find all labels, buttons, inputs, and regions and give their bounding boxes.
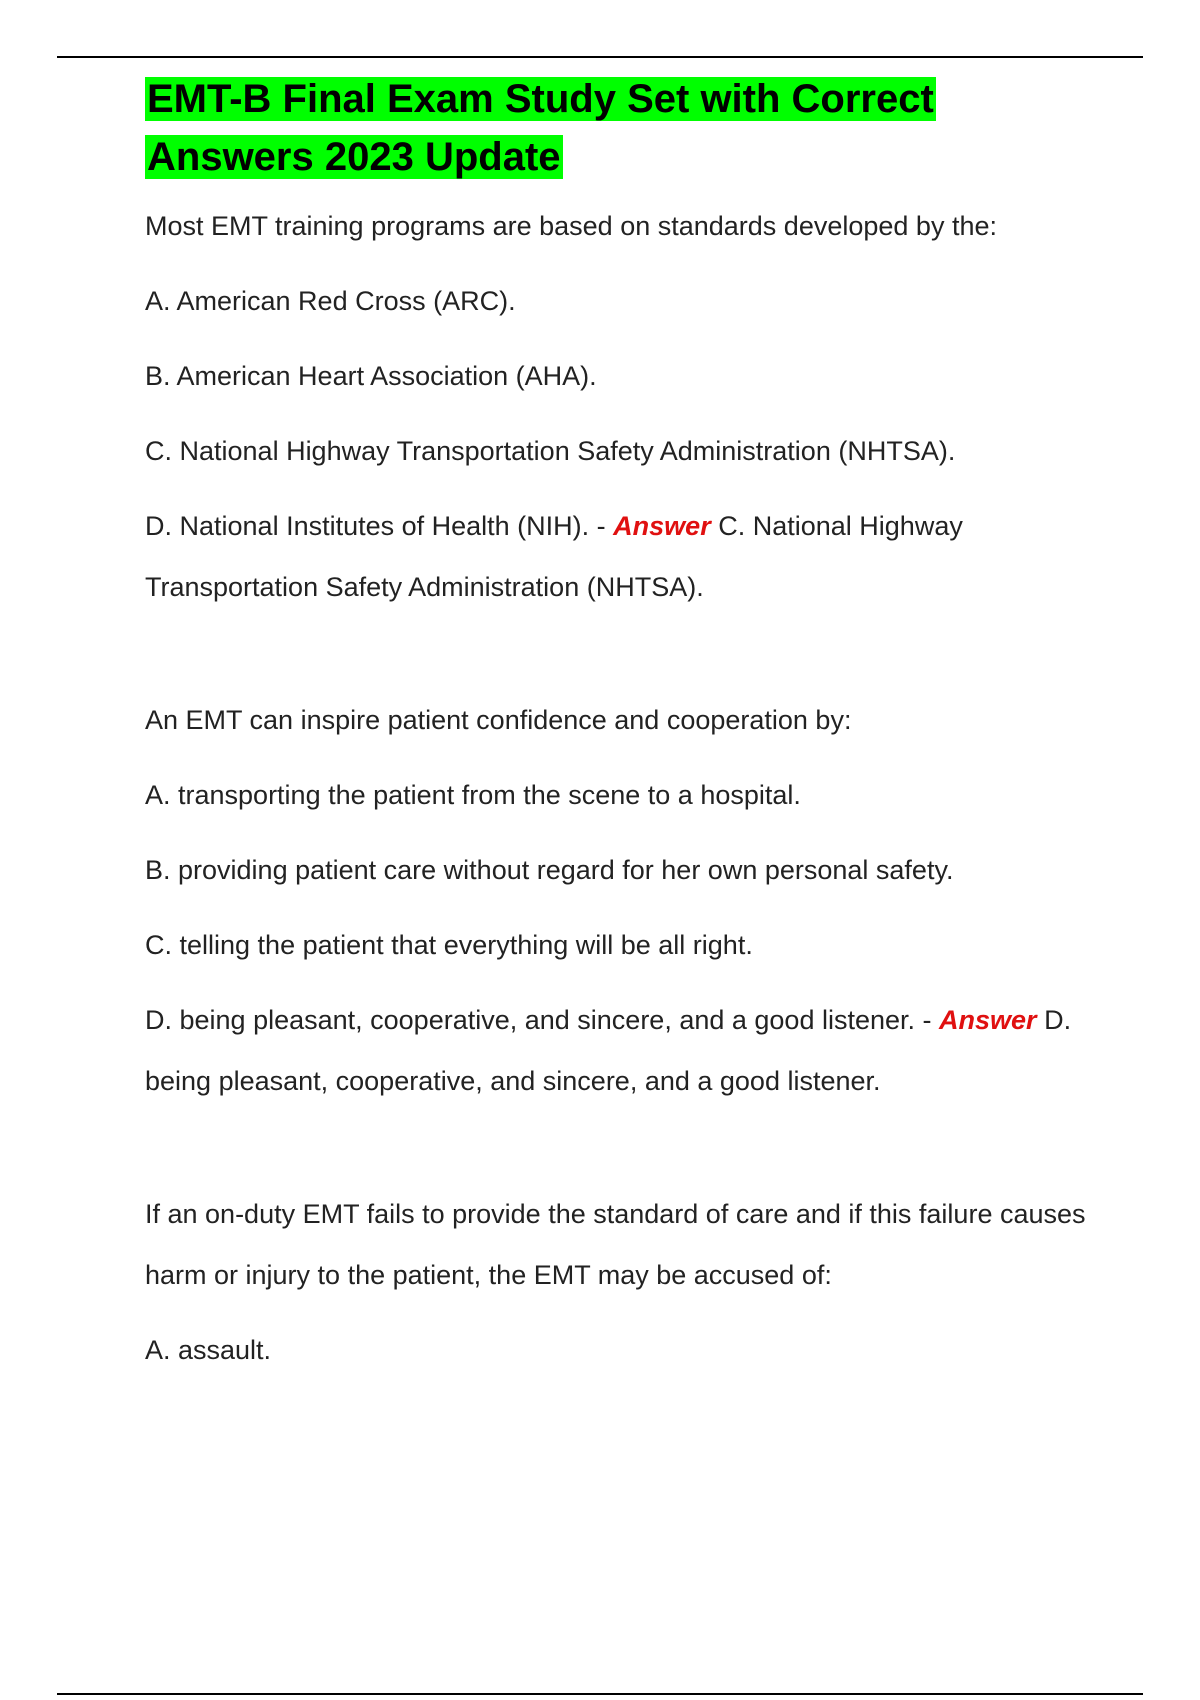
- answer-option-text: D. National Institutes of Health (NIH).: [145, 511, 590, 541]
- answer-option: A. assault.: [145, 1335, 272, 1365]
- answer-option-text: D. being pleasant, cooperative, and sincere, and a good listener.: [145, 1005, 916, 1035]
- answer-option: A. transporting the patient from the scene to a hospital.: [145, 780, 801, 810]
- correct-answer: D. being pleasant, cooperative, and sincere, and a good listener.: [145, 1005, 1072, 1096]
- document-title: [145, 70, 1105, 186]
- answer-option-with-answer: [145, 496, 1105, 618]
- question-block: [145, 196, 1105, 618]
- answer-option: A. American Red Cross (ARC).: [145, 286, 516, 316]
- title-highlight: EMT-B Final Exam Study Set with Correct Answers 2023 Update: [147, 77, 934, 179]
- document-body: [145, 70, 1105, 1381]
- answer-option: C. telling the patient that everything will be all right.: [145, 930, 753, 960]
- correct-answer: C. National Highway Transportation Safety Administration (NHTSA).: [145, 511, 963, 602]
- top-rule: [57, 56, 1143, 58]
- answer-separator: -: [915, 1005, 940, 1035]
- answer-separator: -: [589, 511, 614, 541]
- answer-option-with-answer: [145, 990, 1105, 1112]
- question-text: An EMT can inspire patient confidence and cooperation by:: [145, 705, 852, 735]
- question-text: Most EMT training programs are based on standards developed by the:: [145, 211, 997, 241]
- question-text: If an on-duty EMT fails to provide the standard of care and if this failure causes harm or injury to the patient, the EMT may be accused of:: [145, 1199, 1086, 1290]
- answer-option: B. American Heart Association (AHA).: [145, 361, 597, 391]
- question-block: [145, 690, 1105, 1112]
- answer-label: Answer: [613, 511, 711, 541]
- answer-option: C. National Highway Transportation Safety Administration (NHTSA).: [145, 436, 956, 466]
- answer-label: Answer: [939, 1005, 1037, 1035]
- question-block: [145, 1184, 1105, 1381]
- bottom-rule: [57, 1693, 1143, 1695]
- answer-option: B. providing patient care without regard for her own personal safety.: [145, 855, 954, 885]
